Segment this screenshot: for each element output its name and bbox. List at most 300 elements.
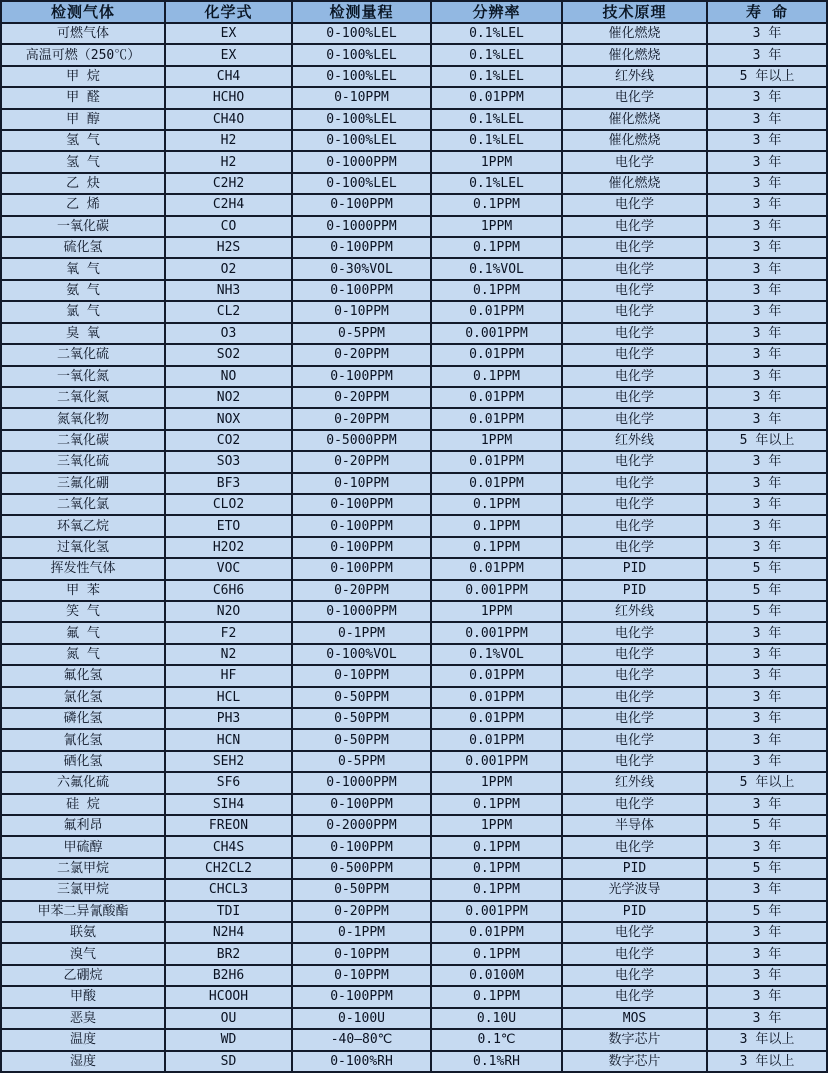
cell-gas-name: 磷化氢 [1,708,165,729]
cell-gas-name: 二氯甲烷 [1,858,165,879]
header-chemical-formula: 化学式 [165,1,292,23]
cell-chemical-formula: O3 [165,323,292,344]
table-row [1,173,827,194]
cell-chemical-formula: CH4 [165,66,292,87]
cell-detection-range: 0-50PPM [292,729,431,750]
cell-resolution: 0.001PPM [431,580,562,601]
table-row [1,558,827,579]
cell-detection-range: 0-100%LEL [292,66,431,87]
cell-gas-name: 氨 气 [1,280,165,301]
cell-detection-range: 0-100%LEL [292,109,431,130]
cell-gas-name: 一氧化氮 [1,366,165,387]
cell-detection-range: 0-100%LEL [292,23,431,44]
cell-chemical-formula: CO2 [165,430,292,451]
cell-principle: 红外线 [562,772,707,793]
table-row [1,494,827,515]
cell-gas-name: 高温可燃（250℃） [1,44,165,65]
table-row [1,901,827,922]
table-row [1,794,827,815]
table-row [1,216,827,237]
cell-principle: 电化学 [562,836,707,857]
cell-lifespan: 3 年 [707,366,827,387]
cell-lifespan: 3 年 [707,665,827,686]
cell-detection-range: 0-100PPM [292,794,431,815]
cell-detection-range: 0-2000PPM [292,815,431,836]
cell-lifespan: 3 年 [707,387,827,408]
cell-principle: 电化学 [562,986,707,1007]
cell-lifespan: 5 年 [707,901,827,922]
cell-chemical-formula: HCHO [165,87,292,108]
cell-gas-name: 笑 气 [1,601,165,622]
cell-detection-range: 0-30%VOL [292,258,431,279]
cell-gas-name: 氧 气 [1,258,165,279]
cell-principle: 数字芯片 [562,1029,707,1050]
cell-detection-range: 0-10PPM [292,87,431,108]
cell-gas-name: 氮氧化物 [1,408,165,429]
table-row [1,323,827,344]
cell-gas-name: 二氧化氮 [1,387,165,408]
cell-detection-range: 0-1PPM [292,622,431,643]
cell-chemical-formula: NOX [165,408,292,429]
cell-principle: 电化学 [562,387,707,408]
cell-resolution: 0.1%LEL [431,109,562,130]
cell-resolution: 0.1%LEL [431,23,562,44]
cell-principle: 电化学 [562,751,707,772]
cell-principle: 电化学 [562,794,707,815]
cell-principle: 电化学 [562,280,707,301]
cell-detection-range: 0-100PPM [292,515,431,536]
table-row [1,772,827,793]
cell-gas-name: 温度 [1,1029,165,1050]
cell-chemical-formula: HCN [165,729,292,750]
cell-lifespan: 3 年以上 [707,1051,827,1073]
cell-detection-range: 0-1000PPM [292,151,431,172]
cell-resolution: 0.1%LEL [431,130,562,151]
cell-principle: PID [562,580,707,601]
cell-lifespan: 3 年 [707,151,827,172]
cell-chemical-formula: C2H4 [165,194,292,215]
cell-detection-range: 0-100PPM [292,237,431,258]
cell-lifespan: 3 年 [707,473,827,494]
cell-resolution: 0.01PPM [431,473,562,494]
cell-principle: 电化学 [562,943,707,964]
cell-chemical-formula: FREON [165,815,292,836]
cell-chemical-formula: WD [165,1029,292,1050]
cell-chemical-formula: B2H6 [165,965,292,986]
cell-resolution: 0.10U [431,1008,562,1029]
cell-detection-range: 0-100PPM [292,558,431,579]
cell-lifespan: 3 年 [707,344,827,365]
table-row [1,965,827,986]
cell-lifespan: 5 年 [707,558,827,579]
cell-detection-range: 0-10PPM [292,665,431,686]
table-row [1,622,827,643]
cell-chemical-formula: EX [165,23,292,44]
cell-lifespan: 3 年 [707,130,827,151]
cell-gas-name: 氯化氢 [1,687,165,708]
cell-lifespan: 3 年 [707,23,827,44]
table-row [1,1051,827,1073]
table-row [1,922,827,943]
cell-detection-range: 0-100%VOL [292,644,431,665]
table-row [1,687,827,708]
cell-lifespan: 3 年 [707,301,827,322]
cell-principle: 电化学 [562,323,707,344]
cell-detection-range: 0-100PPM [292,537,431,558]
cell-chemical-formula: N2H4 [165,922,292,943]
cell-detection-range: 0-100%RH [292,1051,431,1073]
cell-resolution: 0.1%VOL [431,644,562,665]
cell-principle: 电化学 [562,708,707,729]
cell-gas-name: 硅 烷 [1,794,165,815]
cell-chemical-formula: CLO2 [165,494,292,515]
cell-resolution: 0.1PPM [431,494,562,515]
cell-principle: 电化学 [562,922,707,943]
cell-principle: 电化学 [562,687,707,708]
cell-chemical-formula: HCL [165,687,292,708]
cell-chemical-formula: CL2 [165,301,292,322]
cell-chemical-formula: PH3 [165,708,292,729]
cell-detection-range: 0-5000PPM [292,430,431,451]
table-row [1,301,827,322]
table-row [1,601,827,622]
cell-chemical-formula: H2 [165,130,292,151]
cell-principle: 红外线 [562,66,707,87]
cell-lifespan: 3 年 [707,644,827,665]
cell-resolution: 1PPM [431,216,562,237]
cell-lifespan: 5 年 [707,601,827,622]
cell-lifespan: 3 年 [707,708,827,729]
cell-chemical-formula: HCOOH [165,986,292,1007]
cell-detection-range: 0-1000PPM [292,216,431,237]
cell-gas-name: 六氟化硫 [1,772,165,793]
cell-detection-range: 0-20PPM [292,387,431,408]
cell-chemical-formula: NO2 [165,387,292,408]
cell-principle: 电化学 [562,216,707,237]
table-row [1,815,827,836]
cell-gas-name: 甲 苯 [1,580,165,601]
cell-gas-name: 三氯甲烷 [1,879,165,900]
cell-lifespan: 3 年 [707,194,827,215]
cell-lifespan: 3 年 [707,323,827,344]
cell-gas-name: 臭 氧 [1,323,165,344]
cell-lifespan: 3 年 [707,451,827,472]
cell-principle: 电化学 [562,473,707,494]
cell-principle: 电化学 [562,194,707,215]
table-row [1,87,827,108]
table-row [1,708,827,729]
cell-chemical-formula: H2 [165,151,292,172]
cell-chemical-formula: SO2 [165,344,292,365]
cell-lifespan: 3 年 [707,751,827,772]
table-row [1,858,827,879]
cell-chemical-formula: CH4S [165,836,292,857]
cell-resolution: 0.1PPM [431,366,562,387]
cell-gas-name: 甲酸 [1,986,165,1007]
cell-gas-name: 可燃气体 [1,23,165,44]
cell-chemical-formula: C2H2 [165,173,292,194]
cell-resolution: 0.001PPM [431,622,562,643]
cell-resolution: 0.01PPM [431,729,562,750]
cell-gas-name: 挥发性气体 [1,558,165,579]
table-row [1,130,827,151]
cell-lifespan: 3 年 [707,922,827,943]
cell-chemical-formula: SO3 [165,451,292,472]
cell-principle: 电化学 [562,644,707,665]
cell-principle: 电化学 [562,151,707,172]
cell-gas-name: 一氧化碳 [1,216,165,237]
cell-gas-name: 环氧乙烷 [1,515,165,536]
cell-principle: 电化学 [562,451,707,472]
header-lifespan: 寿 命 [707,1,827,23]
table-row [1,280,827,301]
cell-principle: 电化学 [562,622,707,643]
cell-chemical-formula: H2S [165,237,292,258]
cell-principle: 电化学 [562,965,707,986]
cell-resolution: 1PPM [431,151,562,172]
cell-principle: 电化学 [562,237,707,258]
cell-chemical-formula: NO [165,366,292,387]
cell-principle: 红外线 [562,601,707,622]
cell-principle: 电化学 [562,344,707,365]
cell-lifespan: 3 年 [707,836,827,857]
table-row [1,44,827,65]
cell-principle: PID [562,901,707,922]
cell-principle: 电化学 [562,537,707,558]
cell-resolution: 0.1%RH [431,1051,562,1073]
cell-gas-name: 三氟化硼 [1,473,165,494]
cell-resolution: 0.01PPM [431,408,562,429]
cell-detection-range: 0-100PPM [292,986,431,1007]
cell-principle: PID [562,858,707,879]
cell-lifespan: 3 年 [707,1008,827,1029]
cell-principle: 催化燃烧 [562,173,707,194]
cell-lifespan: 3 年 [707,408,827,429]
cell-lifespan: 3 年 [707,515,827,536]
table-row [1,23,827,44]
table-row [1,430,827,451]
cell-principle: 电化学 [562,515,707,536]
cell-principle: 电化学 [562,494,707,515]
cell-gas-name: 三氧化硫 [1,451,165,472]
cell-gas-name: 氢 气 [1,130,165,151]
table-row [1,258,827,279]
cell-gas-name: 氢 气 [1,151,165,172]
cell-lifespan: 3 年 [707,44,827,65]
cell-resolution: 0.1%VOL [431,258,562,279]
cell-chemical-formula: ETO [165,515,292,536]
table-body [1,23,827,1072]
cell-chemical-formula: CHCL3 [165,879,292,900]
cell-detection-range: 0-5PPM [292,751,431,772]
cell-gas-name: 乙 烯 [1,194,165,215]
cell-lifespan: 3 年 [707,494,827,515]
cell-chemical-formula: EX [165,44,292,65]
cell-detection-range: -40—80℃ [292,1029,431,1050]
header-detection-range: 检测量程 [292,1,431,23]
cell-gas-name: 过氧化氢 [1,537,165,558]
cell-resolution: 0.01PPM [431,87,562,108]
table-header [1,1,827,23]
cell-resolution: 0.1PPM [431,879,562,900]
cell-detection-range: 0-100PPM [292,366,431,387]
cell-resolution: 0.01PPM [431,387,562,408]
cell-gas-name: 氟化氢 [1,665,165,686]
cell-resolution: 0.01PPM [431,558,562,579]
cell-chemical-formula: CH2CL2 [165,858,292,879]
cell-detection-range: 0-10PPM [292,965,431,986]
cell-principle: 红外线 [562,430,707,451]
table-row [1,943,827,964]
header-resolution: 分辨率 [431,1,562,23]
cell-lifespan: 3 年 [707,794,827,815]
cell-resolution: 0.1%LEL [431,173,562,194]
table-row [1,515,827,536]
cell-resolution: 0.0100M [431,965,562,986]
cell-principle: 催化燃烧 [562,109,707,130]
table-row [1,986,827,1007]
cell-detection-range: 0-1000PPM [292,772,431,793]
cell-chemical-formula: HF [165,665,292,686]
table-row [1,751,827,772]
cell-lifespan: 3 年 [707,622,827,643]
table-row [1,1008,827,1029]
cell-gas-name: 二氧化硫 [1,344,165,365]
cell-chemical-formula: F2 [165,622,292,643]
cell-gas-name: 氰化氢 [1,729,165,750]
cell-gas-name: 氟利昂 [1,815,165,836]
cell-chemical-formula: BF3 [165,473,292,494]
cell-resolution: 0.01PPM [431,687,562,708]
table-row [1,194,827,215]
header-row [1,1,827,23]
cell-chemical-formula: CH4O [165,109,292,130]
table-row [1,451,827,472]
cell-chemical-formula: N2 [165,644,292,665]
cell-principle: 电化学 [562,729,707,750]
cell-lifespan: 3 年 [707,87,827,108]
cell-lifespan: 5 年 [707,580,827,601]
cell-gas-name: 甲苯二异氰酸酯 [1,901,165,922]
table-row [1,1029,827,1050]
cell-lifespan: 3 年 [707,173,827,194]
cell-lifespan: 5 年以上 [707,430,827,451]
table-row [1,366,827,387]
cell-lifespan: 3 年 [707,943,827,964]
cell-chemical-formula: NH3 [165,280,292,301]
cell-resolution: 0.1PPM [431,280,562,301]
cell-detection-range: 0-10PPM [292,301,431,322]
cell-lifespan: 3 年 [707,879,827,900]
cell-principle: 光学波导 [562,879,707,900]
table-row [1,729,827,750]
table-row [1,109,827,130]
cell-gas-name: 硫化氢 [1,237,165,258]
cell-chemical-formula: BR2 [165,943,292,964]
cell-resolution: 0.01PPM [431,922,562,943]
cell-lifespan: 3 年 [707,729,827,750]
cell-gas-name: 甲硫醇 [1,836,165,857]
cell-detection-range: 0-100PPM [292,494,431,515]
cell-resolution: 0.1PPM [431,515,562,536]
cell-resolution: 0.1PPM [431,794,562,815]
cell-gas-name: 氮 气 [1,644,165,665]
cell-lifespan: 5 年 [707,815,827,836]
cell-principle: 数字芯片 [562,1051,707,1073]
cell-detection-range: 0-20PPM [292,344,431,365]
cell-resolution: 0.001PPM [431,901,562,922]
cell-gas-name: 硒化氢 [1,751,165,772]
cell-principle: MOS [562,1008,707,1029]
cell-detection-range: 0-500PPM [292,858,431,879]
cell-gas-name: 恶臭 [1,1008,165,1029]
cell-chemical-formula: VOC [165,558,292,579]
header-principle: 技术原理 [562,1,707,23]
cell-principle: 催化燃烧 [562,23,707,44]
cell-resolution: 0.1PPM [431,537,562,558]
cell-gas-name: 联氨 [1,922,165,943]
cell-resolution: 1PPM [431,772,562,793]
cell-chemical-formula: N2O [165,601,292,622]
cell-resolution: 0.1%LEL [431,44,562,65]
table-row [1,387,827,408]
cell-detection-range: 0-1000PPM [292,601,431,622]
cell-chemical-formula: CO [165,216,292,237]
cell-gas-name: 二氧化碳 [1,430,165,451]
cell-resolution: 1PPM [431,601,562,622]
cell-detection-range: 0-20PPM [292,408,431,429]
cell-chemical-formula: O2 [165,258,292,279]
cell-detection-range: 0-100U [292,1008,431,1029]
header-gas-name: 检测气体 [1,1,165,23]
cell-lifespan: 5 年以上 [707,772,827,793]
cell-detection-range: 0-20PPM [292,580,431,601]
table-row [1,836,827,857]
cell-resolution: 0.1℃ [431,1029,562,1050]
cell-lifespan: 3 年 [707,216,827,237]
cell-detection-range: 0-20PPM [292,901,431,922]
cell-resolution: 0.01PPM [431,301,562,322]
table-row [1,879,827,900]
cell-principle: 电化学 [562,366,707,387]
cell-detection-range: 0-10PPM [292,943,431,964]
cell-lifespan: 3 年 [707,537,827,558]
cell-resolution: 0.1PPM [431,986,562,1007]
table-row [1,537,827,558]
cell-chemical-formula: SIH4 [165,794,292,815]
cell-detection-range: 0-5PPM [292,323,431,344]
cell-detection-range: 0-100%LEL [292,44,431,65]
cell-principle: 电化学 [562,87,707,108]
cell-resolution: 0.001PPM [431,751,562,772]
cell-principle: PID [562,558,707,579]
cell-resolution: 0.1%LEL [431,66,562,87]
table-row [1,151,827,172]
cell-lifespan: 3 年 [707,986,827,1007]
cell-detection-range: 0-100PPM [292,194,431,215]
cell-lifespan: 3 年 [707,280,827,301]
cell-lifespan: 3 年以上 [707,1029,827,1050]
cell-resolution: 0.001PPM [431,323,562,344]
cell-gas-name: 甲 烷 [1,66,165,87]
cell-principle: 电化学 [562,408,707,429]
cell-lifespan: 3 年 [707,109,827,130]
cell-resolution: 0.01PPM [431,451,562,472]
table-row [1,644,827,665]
cell-detection-range: 0-100%LEL [292,173,431,194]
cell-chemical-formula: SD [165,1051,292,1073]
cell-principle: 电化学 [562,665,707,686]
